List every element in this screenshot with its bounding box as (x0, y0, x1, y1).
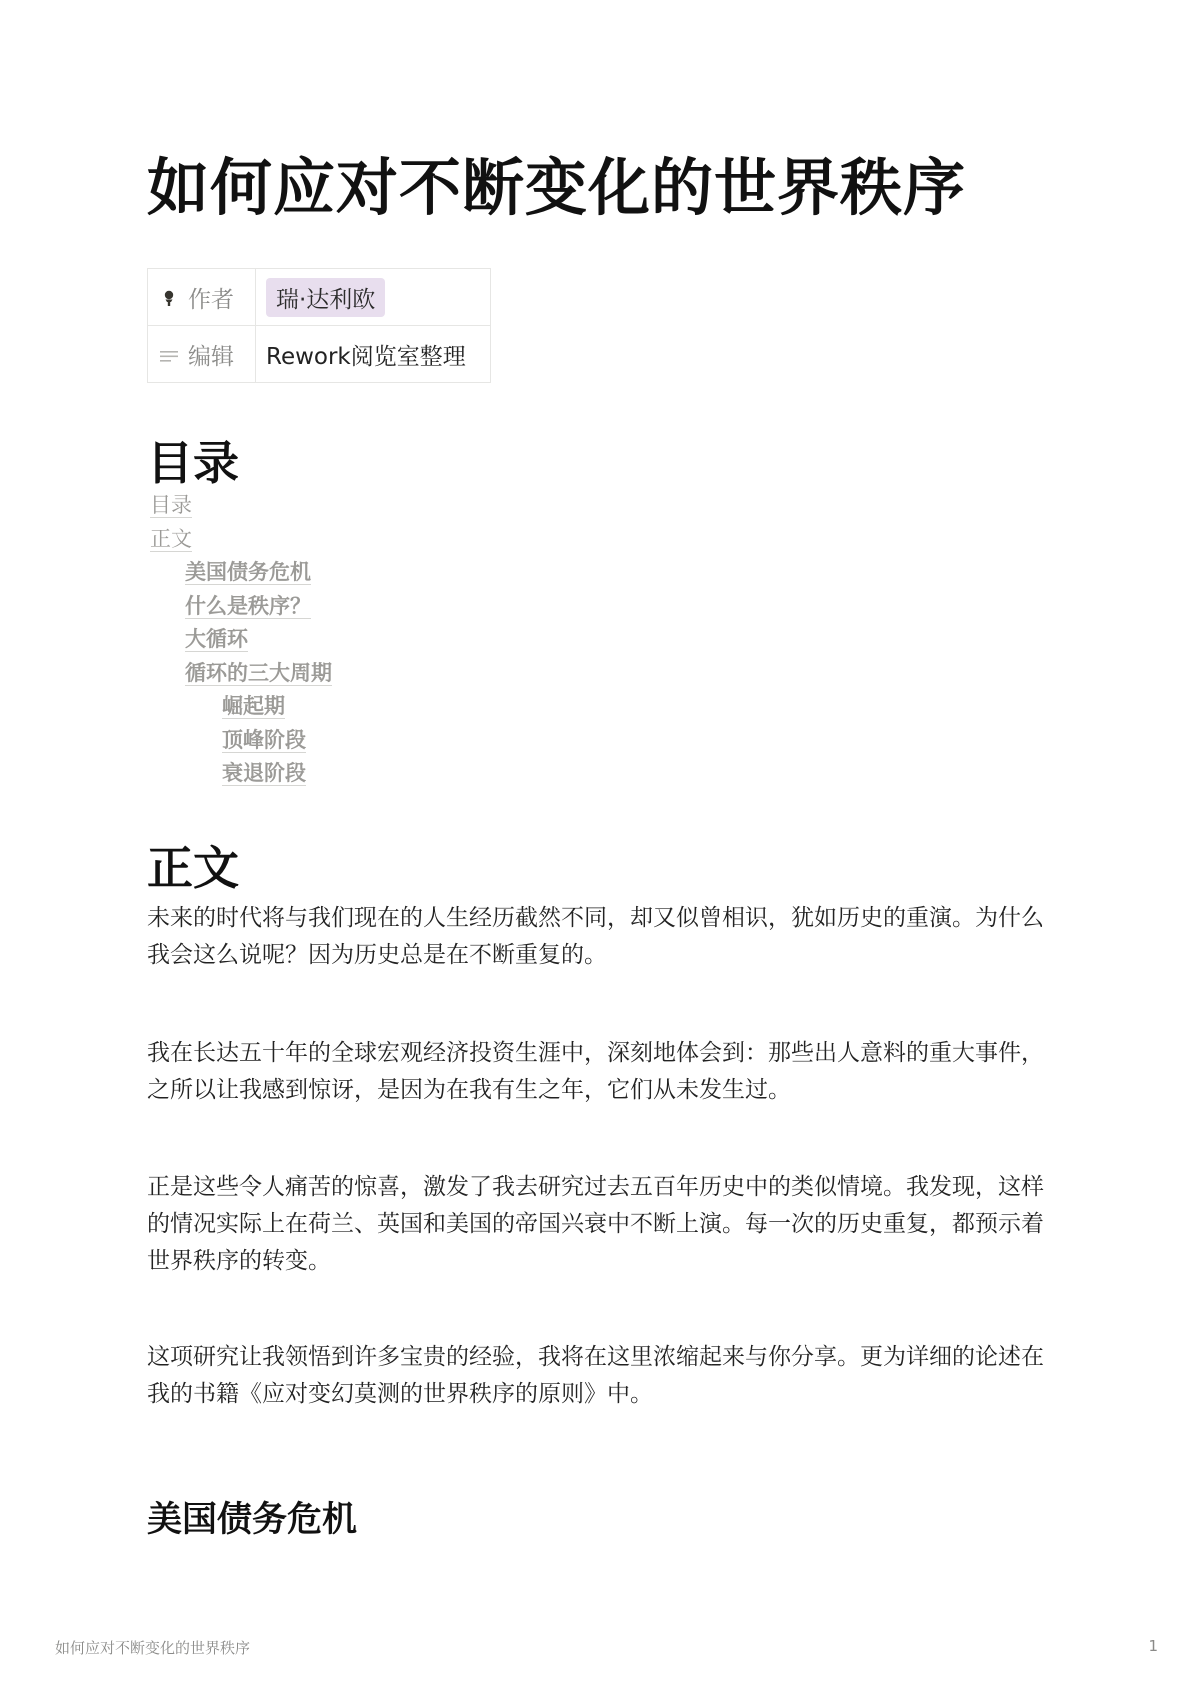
toc-link[interactable]: 衰退阶段 (222, 761, 306, 785)
property-row-editor (148, 326, 491, 383)
property-label: 编辑 (188, 343, 234, 370)
toc-heading: 目录 (147, 436, 239, 490)
property-value-editor[interactable]: Rework阅览室整理 (256, 326, 491, 383)
subsection-heading: 美国债务危机 (147, 1500, 358, 1540)
body-paragraph: 未来的时代将与我们现在的人生经历截然不同，却又似曾相识，犹如历史的重演。为什么我会这么说呢？因为历史总是在不断重复的。 (147, 905, 1044, 968)
property-value-author[interactable] (256, 269, 491, 326)
footer-doc-title: 如何应对不断变化的世界秩序 (55, 1639, 251, 1657)
property-label: 作者 (188, 286, 234, 313)
table-of-contents (150, 489, 332, 791)
body-paragraph: 正是这些令人痛苦的惊喜，激发了我去研究过去五百年历史中的类似情境。我发现，这样的情况实际上在荷兰、英国和美国的帝国兴衰中不断上演。每一次的历史重复，都预示着世界秩序的转变。 (147, 1174, 1044, 1274)
toc-link[interactable]: 正文 (150, 526, 192, 551)
property-name-author (148, 269, 256, 326)
toc-link[interactable]: 美国债务危机 (185, 560, 311, 584)
page-title: 如何应对不断变化的世界秩序 (147, 151, 967, 224)
toc-link[interactable]: 大循环 (185, 627, 248, 651)
text-lines-icon (158, 345, 180, 369)
toc-link[interactable]: 什么是秩序？ (185, 593, 311, 618)
toc-link[interactable]: 顶峰阶段 (222, 727, 306, 752)
toc-link[interactable]: 目录 (150, 493, 192, 517)
property-row-author (148, 269, 491, 326)
properties-table (147, 268, 491, 383)
property-name-editor (148, 326, 256, 383)
body-paragraph: 这项研究让我领悟到许多宝贵的经验，我将在这里浓缩起来与你分享。更为详细的论述在我的书籍《应对变幻莫测的世界秩序的原则》中。 (147, 1344, 1044, 1407)
section-heading-body: 正文 (147, 841, 239, 895)
body-paragraph: 我在长达五十年的全球宏观经济投资生涯中，深刻地体会到：那些出人意料的重大事件，之所以让我感到惊讶，是因为在我有生之年，它们从未发生过。 (147, 1040, 1044, 1103)
author-tag[interactable]: 瑞·达利欧 (266, 278, 385, 317)
footer-page-number: 1 (1148, 1637, 1158, 1655)
toc-link[interactable]: 崛起期 (222, 694, 285, 718)
person-icon (158, 288, 180, 312)
toc-link[interactable]: 循环的三大周期 (185, 660, 332, 685)
